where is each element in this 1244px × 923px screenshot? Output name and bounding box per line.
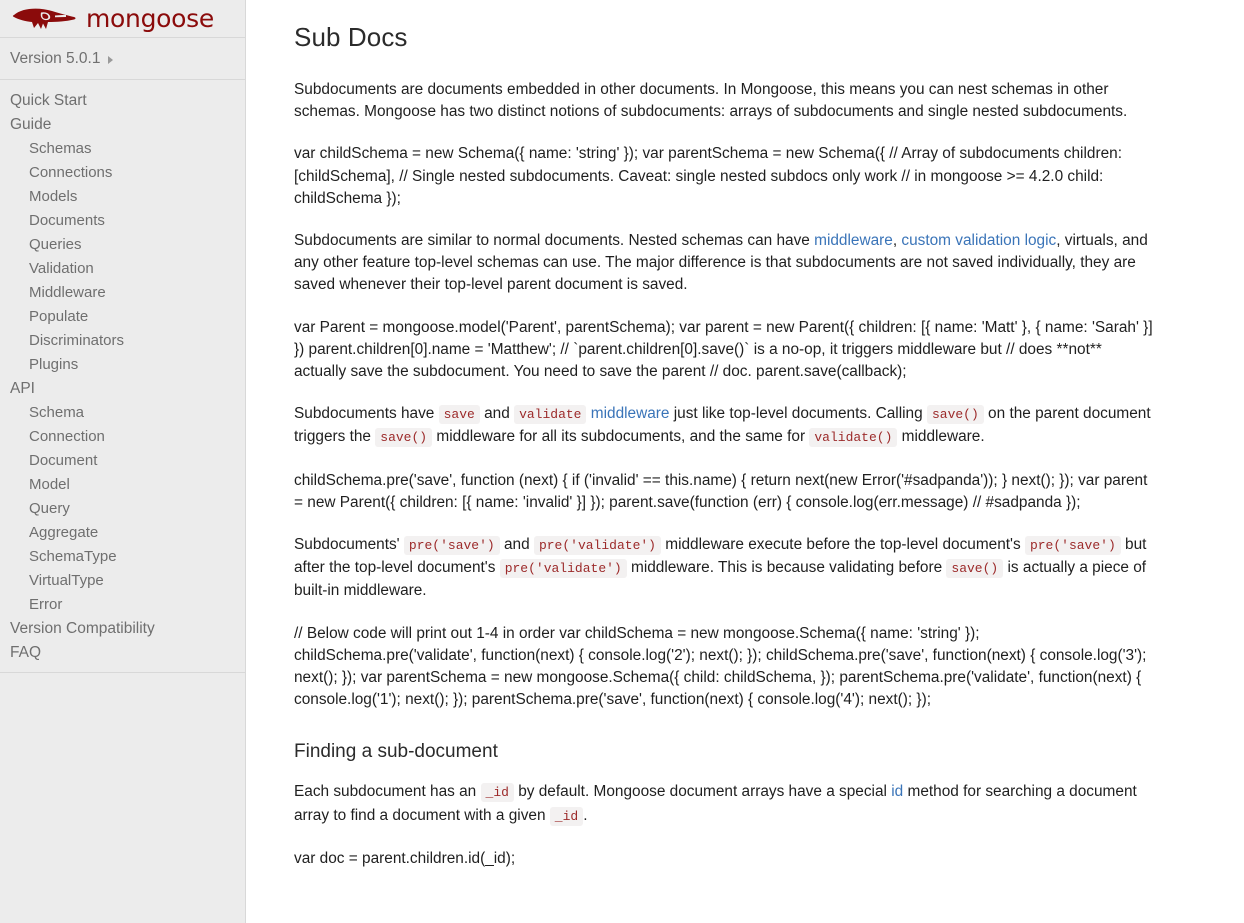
inline-code-validate: validate bbox=[514, 405, 586, 424]
inline-code-pre-save: pre('save') bbox=[1025, 536, 1121, 555]
text-fragment: Subdocuments have bbox=[294, 405, 439, 423]
sidebar-item-virtualtype[interactable]: VirtualType bbox=[29, 571, 104, 589]
inline-code-pre-validate: pre('validate') bbox=[500, 559, 627, 578]
section-title-finding-subdocument: Finding a sub-document bbox=[294, 741, 498, 763]
text-fragment: , virtuals, and any other feature top-level schemas can use. The major difference is that subdocuments are not saved individually, they are saved whenever their top-level parent document is saved. bbox=[294, 232, 1148, 294]
sidebar-nav bbox=[0, 80, 245, 673]
inline-code-pre-validate: pre('validate') bbox=[534, 536, 661, 555]
text-fragment: but after the top-level document's bbox=[294, 536, 1147, 577]
main-content bbox=[246, 0, 1244, 923]
sidebar-item-schematype[interactable]: SchemaType bbox=[29, 547, 117, 565]
page-title: Sub Docs bbox=[294, 22, 408, 52]
sidebar-item-quick-start[interactable]: Quick Start bbox=[10, 91, 87, 109]
text-fragment: , bbox=[892, 232, 902, 250]
text-fragment: by default. Mongoose document arrays have a special bbox=[513, 783, 892, 801]
sidebar-item-api[interactable]: API bbox=[10, 379, 35, 397]
intro-paragraph: Subdocuments are documents embedded in other documents. In Mongoose, this means you can nest schemas in other schemas. Mongoose has two distinct notions of subdocuments: arrays of subdocuments and single nested subdocuments. bbox=[294, 81, 1128, 121]
code-block-2: var Parent = mongoose.model('Parent', parentSchema); var parent = new Parent({ children: [{ name: 'Matt' }, { name: 'Sarah' }] }) parent.children[0].name = 'Matthew'; // `parent.children[0].save()` is a no-op, it triggers middleware but // does **not** actually save the subdocument. You need to save the parent // doc. parent.save(callback); bbox=[294, 318, 1153, 381]
pre-hooks-order-paragraph bbox=[294, 534, 1156, 603]
sidebar-item-query[interactable]: Query bbox=[29, 499, 70, 517]
brand-header[interactable] bbox=[0, 0, 245, 38]
sidebar bbox=[0, 0, 246, 923]
sidebar-item-models[interactable]: Models bbox=[29, 187, 78, 205]
sidebar-item-document[interactable]: Document bbox=[29, 451, 98, 469]
sidebar-item-schemas[interactable]: Schemas bbox=[29, 139, 92, 157]
inline-code-save: save bbox=[439, 405, 480, 424]
sidebar-item-populate[interactable]: Populate bbox=[29, 307, 89, 325]
sidebar-item-model[interactable]: Model bbox=[29, 475, 70, 493]
inline-code-save-call: save() bbox=[927, 405, 984, 424]
sidebar-item-validation[interactable]: Validation bbox=[29, 259, 94, 277]
text-fragment: is actually a piece of built-in middleware. bbox=[294, 559, 1147, 600]
custom-validation-logic-link[interactable]: custom validation logic bbox=[901, 232, 1057, 250]
version-label: Version 5.0.1 bbox=[10, 49, 101, 67]
sidebar-item-faq[interactable]: FAQ bbox=[10, 643, 42, 661]
code-block-3: childSchema.pre('save', function (next) { if ('invalid' == this.name) { return next(new Error('#sadpanda')); } next(); }); var parent = new Parent({ children: [{ name: 'invalid' }] }); parent.save(function (err) { console.log(err.message) // #sadpanda }); bbox=[294, 471, 1148, 511]
text-fragment: method for searching a document array to find a document with a given bbox=[294, 783, 1137, 824]
text-fragment: Subdocuments' bbox=[294, 536, 404, 554]
inline-code-save-call: save() bbox=[946, 559, 1003, 578]
sidebar-item-middleware[interactable]: Middleware bbox=[29, 283, 106, 301]
finding-subdocument-paragraph bbox=[294, 781, 1156, 827]
inline-code-pre-save: pre('save') bbox=[404, 536, 500, 555]
text-fragment: middleware. This is because validating before bbox=[626, 559, 947, 577]
subdocuments-similar-paragraph bbox=[294, 230, 1156, 297]
sidebar-item-version-compatibility[interactable]: Version Compatibility bbox=[10, 619, 155, 637]
sidebar-item-discriminators[interactable]: Discriminators bbox=[29, 331, 125, 349]
text-fragment: middleware. bbox=[897, 428, 985, 446]
id-method-link[interactable]: id bbox=[891, 783, 904, 801]
sidebar-item-plugins[interactable]: Plugins bbox=[29, 355, 79, 373]
sidebar-item-connection[interactable]: Connection bbox=[29, 427, 105, 445]
text-fragment: Each subdocument has an bbox=[294, 783, 481, 801]
version-selector[interactable] bbox=[0, 38, 245, 80]
text-fragment: just like top-level documents. Calling bbox=[669, 405, 927, 423]
sidebar-item-schema[interactable]: Schema bbox=[29, 403, 85, 421]
text-fragment: middleware for all its subdocuments, and the same for bbox=[432, 428, 810, 446]
sidebar-item-error[interactable]: Error bbox=[29, 595, 63, 613]
mongoose-logo-icon bbox=[8, 4, 80, 34]
sidebar-item-guide[interactable]: Guide bbox=[10, 115, 52, 133]
middleware-link[interactable]: middleware bbox=[814, 232, 893, 250]
sidebar-item-queries[interactable]: Queries bbox=[29, 235, 82, 253]
code-block-5: var doc = parent.children.id(_id); bbox=[294, 849, 516, 867]
inline-code-id: _id bbox=[481, 783, 514, 802]
text-fragment: on the parent document triggers the bbox=[294, 405, 1151, 446]
brand-name: mongoose bbox=[86, 4, 214, 33]
sidebar-item-documents[interactable]: Documents bbox=[29, 211, 105, 229]
sidebar-item-connections[interactable]: Connections bbox=[29, 163, 113, 181]
sidebar-item-aggregate[interactable]: Aggregate bbox=[29, 523, 99, 541]
save-validate-middleware-paragraph bbox=[294, 403, 1156, 449]
inline-code-validate-call: validate() bbox=[809, 428, 897, 447]
text-fragment: middleware execute before the top-level document's bbox=[660, 536, 1025, 554]
text-fragment: . bbox=[583, 806, 588, 824]
caret-right-icon bbox=[108, 56, 113, 64]
text-fragment: and bbox=[499, 536, 534, 554]
code-block-1: var childSchema = new Schema({ name: 'string' }); var parentSchema = new Schema({ // Array of subdocuments children: [childSchema], // Single nested subdocuments. Caveat: single nested subdocs only work // in mongoose >= 4.2.0 child: childSchema }); bbox=[294, 145, 1122, 207]
inline-code-save-call: save() bbox=[375, 428, 432, 447]
inline-code-id: _id bbox=[550, 807, 583, 826]
text-fragment: Subdocuments are similar to normal documents. Nested schemas can have bbox=[294, 232, 815, 250]
text-fragment: and bbox=[479, 405, 515, 423]
code-block-4: // Below code will print out 1-4 in order var childSchema = new mongoose.Schema({ name: 'string' }); childSchema.pre('validate', function(next) { console.log('2'); next(); }); childSchema.pre('save', function(next) { console.log('3'); next(); }); var parentSchema = new mongoose.Schema({ child: childSchema, }); parentSchema.pre('validate', function(next) { console.log('1'); next(); }); parentSchema.pre('save', function(next) { console.log('4'); next(); }); bbox=[294, 624, 1147, 709]
middleware-link[interactable]: middleware bbox=[590, 405, 670, 423]
